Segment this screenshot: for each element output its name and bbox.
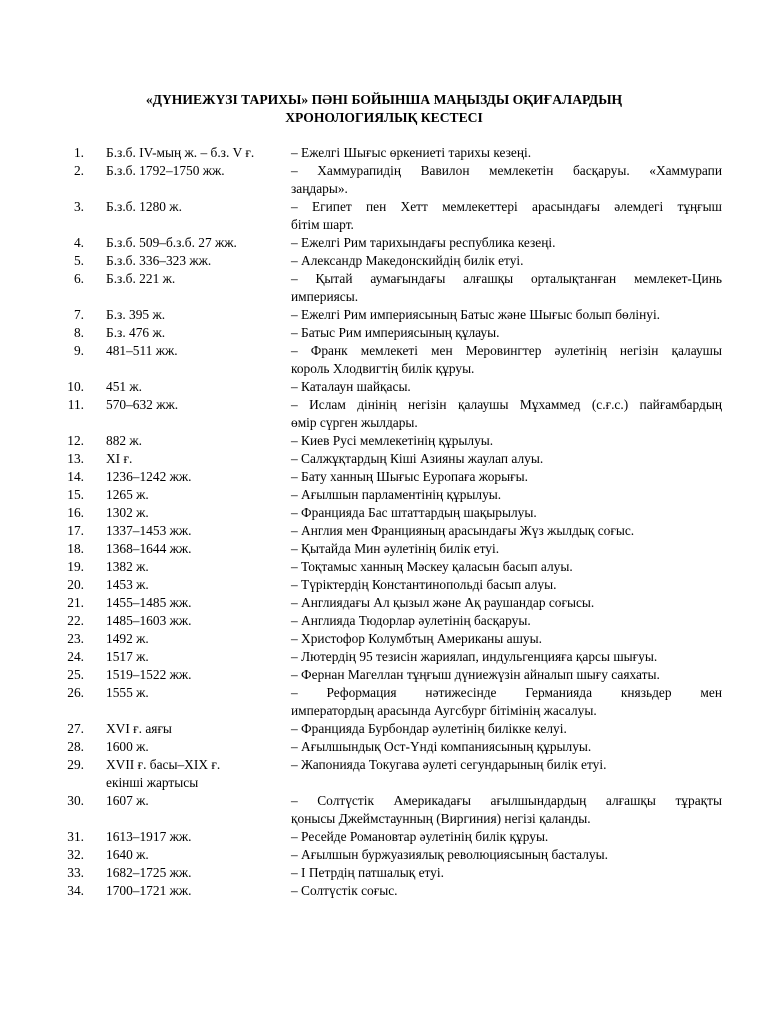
row-date-line: 1302 ж. <box>106 505 149 520</box>
chronology-row <box>0 576 768 594</box>
chronology-row <box>0 432 768 450</box>
row-number: 5. <box>73 253 84 268</box>
row-event-line: – Ежелгі Рим империясының Батыс және Шығыс болып бөлінуі. <box>291 307 661 322</box>
row-date-line: екінші жартысы <box>106 775 199 790</box>
row-event-line: – Батыс Рим империясының құлауы. <box>291 325 500 340</box>
row-event-line: – Салжұқтардың Кіші Азияны жаулап алуы. <box>291 451 544 466</box>
row-event-line: – Франк мемлекеті мен Меровингтер әулетінің негізін қалаушы <box>291 343 722 358</box>
row-number: 27. <box>67 721 84 736</box>
row-event-line: – Англияда Тюдорлар әулетінің басқаруы. <box>291 613 531 628</box>
row-date-line: 1700–1721 жж. <box>106 883 192 898</box>
row-number: 26. <box>67 685 84 700</box>
title-line-2: ХРОНОЛОГИЯЛЫҚ КЕСТЕСІ <box>285 110 483 125</box>
row-date-line: Б.з.б. 336–323 жж. <box>106 253 212 268</box>
row-date <box>106 612 286 630</box>
row-event-line: – Жапонияда Токугава әулеті сегундарының билік етуі. <box>291 757 607 772</box>
row-date <box>106 306 286 324</box>
row-number: 21. <box>67 595 84 610</box>
chronology-row <box>0 594 768 612</box>
row-date <box>106 162 286 180</box>
row-event <box>291 252 722 270</box>
chronology-row <box>0 396 768 432</box>
row-event <box>291 342 722 378</box>
row-date <box>106 468 286 486</box>
row-event <box>291 306 722 324</box>
row-date-line: Б.з.б. 1792–1750 жж. <box>106 163 225 178</box>
row-date-line: 451 ж. <box>106 379 143 394</box>
row-event <box>291 828 722 846</box>
row-date <box>106 594 286 612</box>
row-date-line: Б.з.б. 221 ж. <box>106 271 176 286</box>
row-number: 10. <box>67 379 84 394</box>
row-date <box>106 648 286 666</box>
chronology-row <box>0 882 768 900</box>
row-event <box>291 720 722 738</box>
row-date-line: Б.з. 476 ж. <box>106 325 166 340</box>
row-number: 24. <box>67 649 84 664</box>
chronology-list <box>0 144 768 900</box>
row-event-line: – Англия мен Францияның арасындағы Жүз жылдық соғыс. <box>291 523 635 538</box>
row-event-line: – Англиядағы Ал қызыл және Ақ раушандар соғысы. <box>291 595 595 610</box>
row-number: 7. <box>73 307 84 322</box>
row-number: 28. <box>67 739 84 754</box>
row-event <box>291 882 722 900</box>
row-date-line: 570–632 жж. <box>106 397 179 412</box>
row-date-line: 1368–1644 жж. <box>106 541 192 556</box>
chronology-row <box>0 198 768 234</box>
row-event <box>291 234 722 252</box>
row-date <box>106 486 286 504</box>
row-date-line: 1492 ж. <box>106 631 149 646</box>
row-number: 16. <box>67 505 84 520</box>
row-event-line: – Ағылшын буржуазиялық революциясының басталуы. <box>291 847 608 862</box>
row-date-line: 1613–1917 жж. <box>106 829 192 844</box>
row-number: 3. <box>73 199 84 214</box>
row-date <box>106 882 286 900</box>
chronology-row <box>0 522 768 540</box>
row-number: 9. <box>73 343 84 358</box>
row-date-line: 1265 ж. <box>106 487 149 502</box>
chronology-row <box>0 648 768 666</box>
row-number: 13. <box>67 451 84 466</box>
row-number: 4. <box>73 235 84 250</box>
row-event-line: – Лютердің 95 тезисін жариялап, индульгенцияға қарсы шығуы. <box>291 649 658 664</box>
row-date-line: 1455–1485 жж. <box>106 595 192 610</box>
row-date-line: 882 ж. <box>106 433 143 448</box>
chronology-row <box>0 450 768 468</box>
row-date <box>106 630 286 648</box>
row-event-line: – Францияда Бас штаттардың шақырылуы. <box>291 505 537 520</box>
document-title <box>60 91 708 127</box>
chronology-row <box>0 306 768 324</box>
row-number: 19. <box>67 559 84 574</box>
row-date <box>106 522 286 540</box>
row-date-line: 1682–1725 жж. <box>106 865 192 880</box>
row-date <box>106 828 286 846</box>
row-date-line: XI ғ. <box>106 451 133 466</box>
row-number: 14. <box>67 469 84 484</box>
row-event-line: – Францияда Бурбондар әулетінің билікке келуі. <box>291 721 567 736</box>
chronology-row <box>0 738 768 756</box>
row-number: 33. <box>67 865 84 880</box>
row-date-line: 1519–1522 жж. <box>106 667 192 682</box>
row-event <box>291 144 722 162</box>
row-event <box>291 486 722 504</box>
chronology-row <box>0 792 768 828</box>
row-event-line: – Түріктердің Константинопольді басып алуы. <box>291 577 557 592</box>
row-date <box>106 324 286 342</box>
row-date <box>106 720 286 738</box>
row-date <box>106 558 286 576</box>
chronology-row <box>0 234 768 252</box>
chronology-row <box>0 270 768 306</box>
chronology-row <box>0 846 768 864</box>
row-date-line: 1453 ж. <box>106 577 149 592</box>
row-date-line: XVII ғ. басы–XIX ғ. <box>106 757 221 772</box>
row-date <box>106 450 286 468</box>
row-number: 8. <box>73 325 84 340</box>
chronology-row <box>0 378 768 396</box>
row-number: 11. <box>67 397 84 412</box>
row-date-line: 1337–1453 жж. <box>106 523 192 538</box>
row-date <box>106 666 286 684</box>
row-event <box>291 630 722 648</box>
row-number: 22. <box>67 613 84 628</box>
chronology-row <box>0 828 768 846</box>
chronology-row <box>0 504 768 522</box>
row-date-line: Б.з.б. 509–б.з.б. 27 жж. <box>106 235 237 250</box>
row-date-line: Б.з.б. IV-мың ж. – б.з. V ғ. <box>106 145 255 160</box>
row-date-line: 1236–1242 жж. <box>106 469 192 484</box>
row-event-line: – Қытай аумағындағы алғашқы орталықтанған мемлекет-Цинь <box>291 271 722 286</box>
row-event <box>291 162 722 198</box>
row-event <box>291 396 722 432</box>
row-event <box>291 378 722 396</box>
row-number: 31. <box>67 829 84 844</box>
row-event-line: императордың арасында Аугсбург бітімінің жасалуы. <box>291 703 597 718</box>
row-date-line: 1640 ж. <box>106 847 149 862</box>
row-event-line: қонысы Джеймстаунның (Виргиния) негізі қаланды. <box>291 811 591 826</box>
row-event-line: – Египет пен Хетт мемлекеттері арасындағы әлемдегі тұңғыш <box>291 199 722 214</box>
row-event <box>291 450 722 468</box>
row-date <box>106 432 286 450</box>
row-number: 20. <box>67 577 84 592</box>
row-number: 30. <box>67 793 84 808</box>
chronology-row <box>0 558 768 576</box>
row-event-line: заңдары». <box>291 181 348 196</box>
row-date <box>106 756 286 792</box>
chronology-row <box>0 468 768 486</box>
row-event <box>291 684 722 720</box>
row-event <box>291 468 722 486</box>
row-event-line: бітім шарт. <box>291 217 354 232</box>
row-event-line: король Хлодвигтің билік құруы. <box>291 361 475 376</box>
row-event <box>291 594 722 612</box>
row-event <box>291 756 722 774</box>
chronology-row <box>0 630 768 648</box>
row-date-line: 1382 ж. <box>106 559 149 574</box>
row-event-line: – Солтүстік Америкадағы ағылшындардың алғашқы тұрақты <box>291 793 722 808</box>
row-date-line: 481–511 жж. <box>106 343 178 358</box>
row-event-line: – Реформация нәтижесінде Германияда князьдер мен <box>291 685 722 700</box>
row-date <box>106 684 286 702</box>
chronology-row <box>0 666 768 684</box>
row-date-line: 1600 ж. <box>106 739 149 754</box>
row-date <box>106 846 286 864</box>
row-number: 34. <box>67 883 84 898</box>
row-number: 23. <box>67 631 84 646</box>
row-event <box>291 198 722 234</box>
row-event <box>291 270 722 306</box>
row-date <box>106 144 286 162</box>
chronology-row <box>0 540 768 558</box>
row-event <box>291 558 722 576</box>
row-event-line: – Христофор Колумбтың Американы ашуы. <box>291 631 542 646</box>
row-event <box>291 504 722 522</box>
row-date <box>106 378 286 396</box>
row-event <box>291 648 722 666</box>
row-event-line: – Ежелгі Шығыс өркениеті тарихы кезеңі. <box>291 145 532 160</box>
row-event-line: – Хаммурапидің Вавилон мемлекетін басқаруы. «Хаммурапи <box>291 163 722 178</box>
row-date <box>106 792 286 810</box>
row-number: 12. <box>67 433 84 448</box>
row-event-line: – Фернан Магеллан тұңғыш дүниежүзін айналып шығу саяхаты. <box>291 667 660 682</box>
row-date <box>106 504 286 522</box>
row-number: 18. <box>67 541 84 556</box>
row-date <box>106 342 286 360</box>
row-date-line: Б.з. 395 ж. <box>106 307 166 322</box>
row-event-line: – Қытайда Мин әулетінің билік етуі. <box>291 541 500 556</box>
title-line-1: «ДҮНИЕЖҮЗІ ТАРИХЫ» ПӘНІ БОЙЫНША МАҢЫЗДЫ ОҚИҒАЛАРДЫҢ <box>145 92 623 107</box>
row-event <box>291 864 722 882</box>
chronology-row <box>0 864 768 882</box>
row-event-line: империясы. <box>291 289 359 304</box>
row-event <box>291 576 722 594</box>
row-date-line: 1485–1603 жж. <box>106 613 192 628</box>
row-number: 17. <box>67 523 84 538</box>
row-date-line: 1517 ж. <box>106 649 149 664</box>
row-event <box>291 324 722 342</box>
row-event <box>291 792 722 828</box>
row-event-line: – I Петрдің патшалық етуі. <box>291 865 444 880</box>
row-date-line: XVI ғ. аяғы <box>106 721 172 736</box>
row-date <box>106 738 286 756</box>
row-event-line: – Ағылшындық Ост-Үнді компаниясының құрылуы. <box>291 739 592 754</box>
row-event <box>291 666 722 684</box>
row-event-line: – Ежелгі Рим тарихындағы республика кезеңі. <box>291 235 556 250</box>
chronology-row <box>0 252 768 270</box>
chronology-row <box>0 162 768 198</box>
row-event <box>291 846 722 864</box>
row-date <box>106 864 286 882</box>
row-date <box>106 198 286 216</box>
row-date <box>106 540 286 558</box>
row-date <box>106 576 286 594</box>
row-number: 25. <box>67 667 84 682</box>
row-event-line: өмір сүрген жылдары. <box>291 415 418 430</box>
chronology-row <box>0 612 768 630</box>
row-event <box>291 432 722 450</box>
row-event-line: – Каталаун шайқасы. <box>291 379 411 394</box>
row-event <box>291 540 722 558</box>
row-event <box>291 522 722 540</box>
chronology-row <box>0 756 768 792</box>
row-event-line: – Солтүстік соғыс. <box>291 883 398 898</box>
row-event-line: – Бату ханның Шығыс Еуропаға жорығы. <box>291 469 528 484</box>
row-number: 29. <box>67 757 84 772</box>
row-number: 32. <box>67 847 84 862</box>
chronology-row <box>0 486 768 504</box>
row-number: 6. <box>73 271 84 286</box>
row-event-line: – Ресейде Романовтар әулетінің билік құруы. <box>291 829 549 844</box>
row-event <box>291 612 722 630</box>
chronology-row <box>0 720 768 738</box>
row-date-line: 1607 ж. <box>106 793 149 808</box>
row-date-line: Б.з.б. 1280 ж. <box>106 199 182 214</box>
row-date <box>106 270 286 288</box>
row-number: 1. <box>73 145 84 160</box>
row-event-line: – Ағылшын парламентінің құрылуы. <box>291 487 502 502</box>
row-number: 2. <box>73 163 84 178</box>
row-date-line: 1555 ж. <box>106 685 149 700</box>
row-date <box>106 396 286 414</box>
row-date <box>106 234 286 252</box>
row-event-line: – Тоқтамыс ханның Мәскеу қаласын басып алуы. <box>291 559 573 574</box>
chronology-row <box>0 144 768 162</box>
row-number: 15. <box>67 487 84 502</box>
row-date <box>106 252 286 270</box>
chronology-row <box>0 324 768 342</box>
chronology-row <box>0 684 768 720</box>
row-event-line: – Киев Русі мемлекетінің құрылуы. <box>291 433 494 448</box>
row-event-line: – Александр Македонскийдің билік етуі. <box>291 253 524 268</box>
chronology-row <box>0 342 768 378</box>
row-event <box>291 738 722 756</box>
row-event-line: – Ислам дінінің негізін қалаушы Мұхаммед (с.ғ.с.) пайғамбардың <box>291 397 722 412</box>
